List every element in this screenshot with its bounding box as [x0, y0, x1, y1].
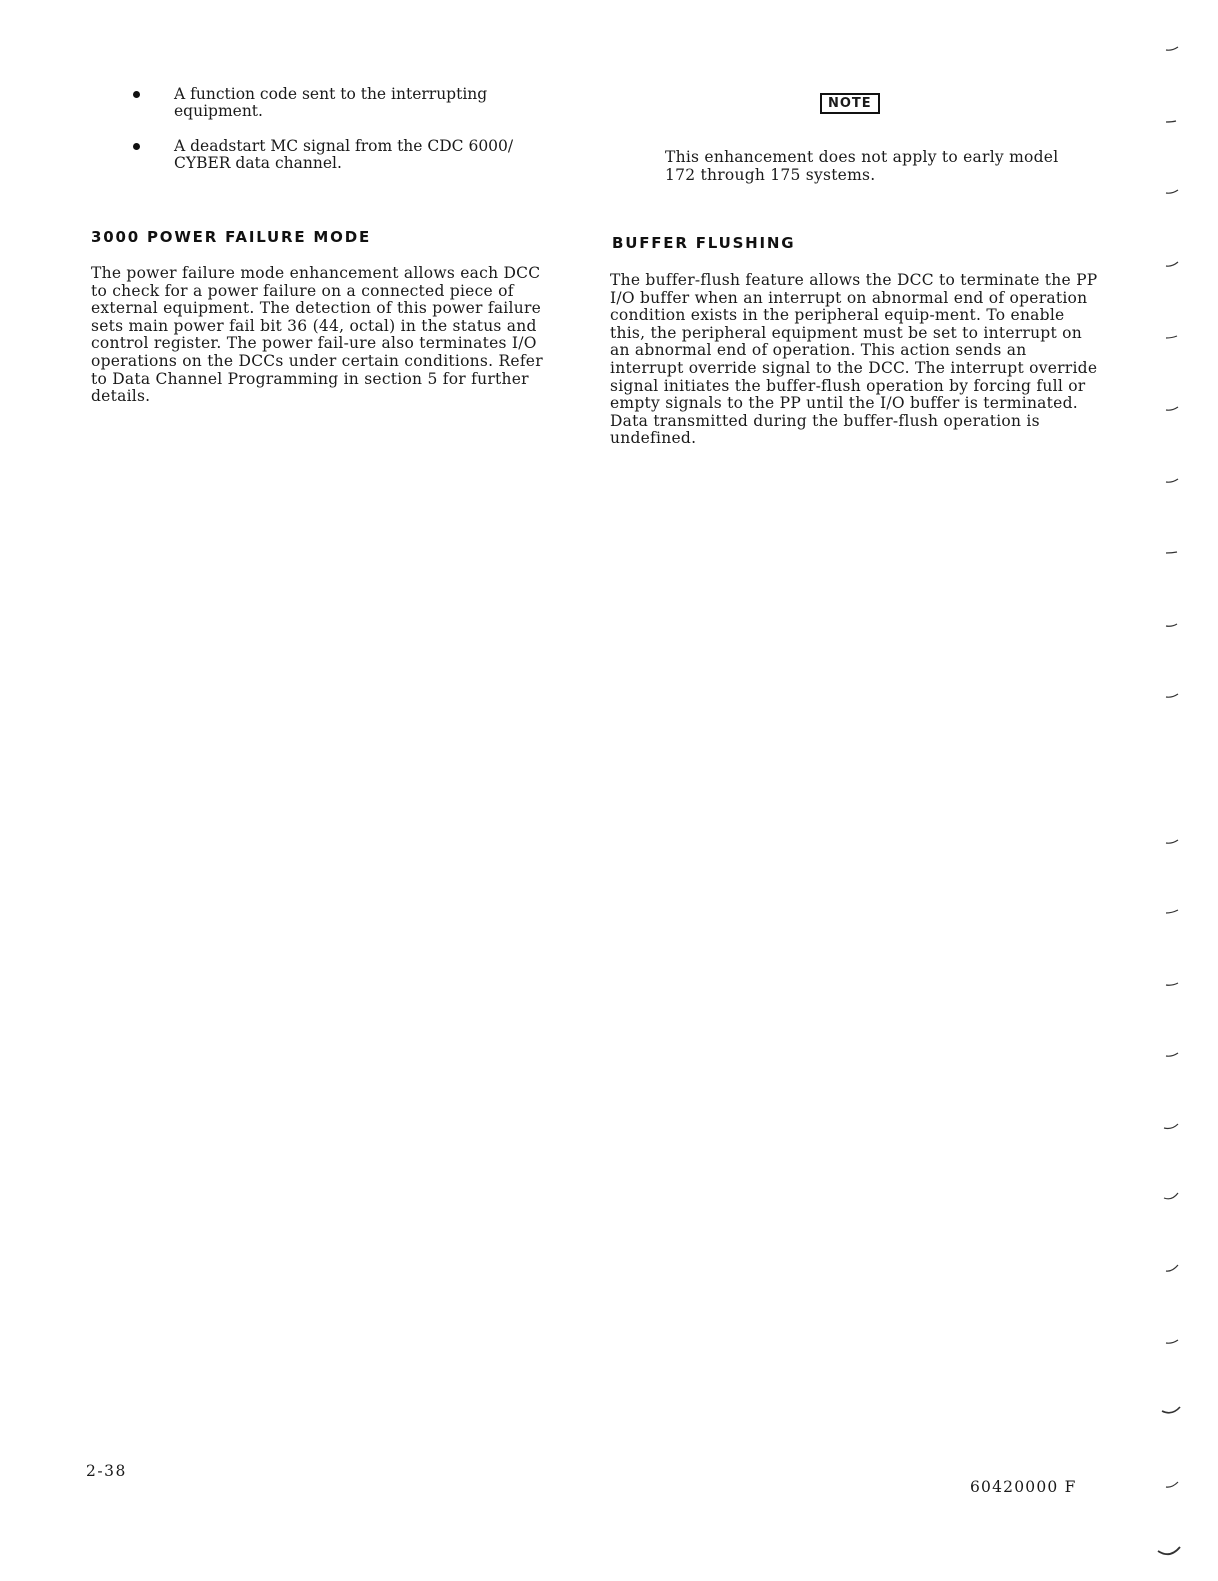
- bullet-text: A deadstart MC signal from the CDC 6000/ CYBER data channel.: [174, 137, 514, 172]
- note-text: This enhancement does not apply to early model 172 through 175 systems.: [665, 148, 1059, 184]
- power-failure-paragraph: The power failure mode enhancement allows each DCC to check for a power failure on a connected piece of external equipment. The detection of this power failure sets main power fail bit 36 (44, octal) in the status and control register. The power fail-ure also terminates I/O operations on the DCCs under certain conditions. Refer to Data Channel Programming in section 5 for further details.: [91, 264, 543, 406]
- binder-edge-marks: [1150, 0, 1190, 1581]
- bullet-list: [91, 86, 561, 172]
- section-heading-power-failure: 3000 POWER FAILURE MODE: [91, 228, 371, 246]
- section-heading-buffer-flushing: BUFFER FLUSHING: [612, 234, 796, 252]
- bullet-item: [91, 138, 561, 172]
- bullet-text: A function code sent to the interrupting equipment.: [174, 85, 488, 120]
- bullet-icon: [133, 91, 140, 98]
- document-number: 60420000 F: [970, 1478, 1077, 1496]
- buffer-flushing-paragraph: The buffer-flush feature allows the DCC to terminate the PP I/O buffer when an interrupt on abnormal end of operation condition exists in the peripheral equip-ment. To enable this, the peripheral equipment must be set to interrupt on an abnormal end of operation. This action sends an interrupt override signal to the DCC. The interrupt override signal initiates the buffer-flush operation by forcing full or empty signals to the PP until the I/O buffer is terminated. Data transmitted during the buffer-flush operation is undefined.: [610, 271, 1098, 448]
- bullet-item: [91, 86, 561, 120]
- left-column: [91, 85, 561, 406]
- bullet-icon: [133, 143, 140, 150]
- note-label: NOTE: [820, 93, 880, 114]
- page-number: 2-38: [86, 1462, 127, 1480]
